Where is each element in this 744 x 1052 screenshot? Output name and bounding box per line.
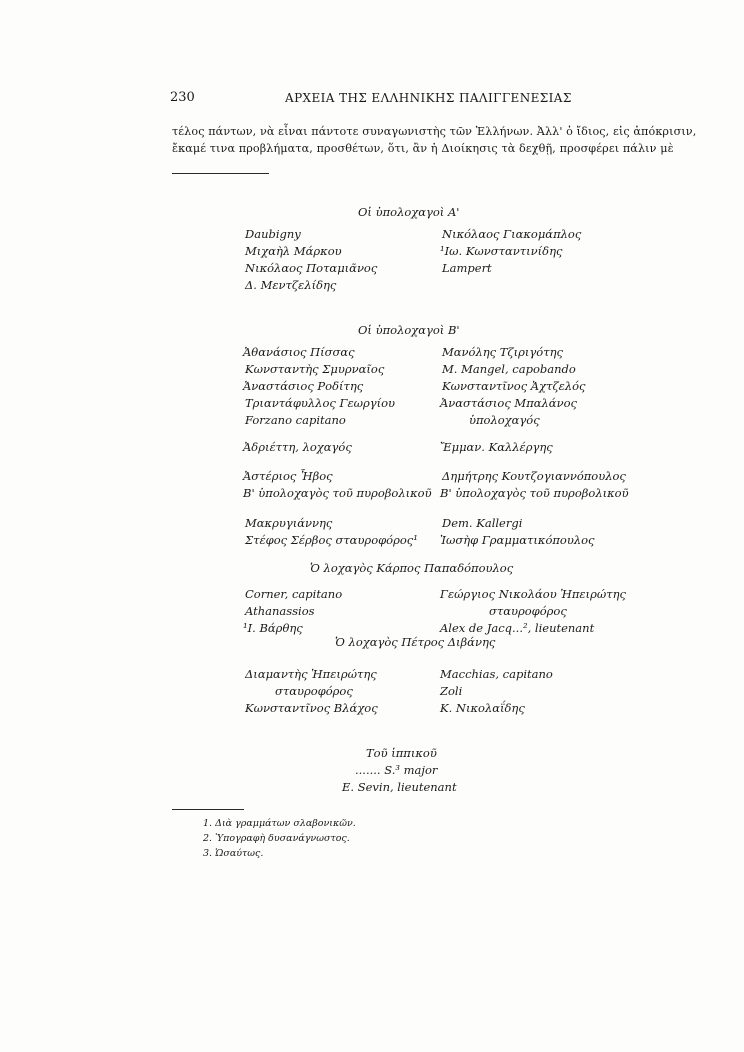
- footnote: 3. Ὡσαύτως.: [203, 848, 264, 859]
- list-item: Ἀθανάσιος Πίσσας: [243, 345, 355, 359]
- intro-line-2: ἔκαμέ τινα προβλήματα, προσθέτων, ὅτι, ἂν ἡ Διοίκησις τὰ δεχθῇ, προσφέρει πάλιν μὲ: [172, 142, 674, 155]
- footnote: 2. Ὑπογραφὴ δυσανάγνωστος.: [203, 833, 350, 844]
- list-item: Zoli: [440, 684, 463, 698]
- heading-cavalry: Τοῦ ἱππικοῦ: [366, 746, 437, 760]
- list-item: σταυροφόρος: [489, 604, 567, 618]
- list-item: Β' ὑπολοχαγὸς τοῦ πυροβολικοῦ: [243, 486, 432, 500]
- list-item: Ἀναστάσιος Μπαλάνος: [440, 396, 577, 410]
- heading-lieutenants-a: Οἱ ὑπολοχαγοὶ Α': [358, 205, 460, 219]
- heading-captain-karpos: Ὁ λοχαγὸς Κάρπος Παπαδόπουλος: [310, 561, 514, 575]
- section-rule: [172, 173, 269, 174]
- page-number: 230: [170, 90, 195, 105]
- list-item: Μακρυγιάννης: [245, 516, 333, 530]
- list-item: ὑπολοχαγός: [469, 413, 540, 427]
- list-item: Dem. Kallergi: [442, 516, 523, 530]
- footnote: 1. Διὰ γραμμάτων σλαβονικῶν.: [203, 818, 356, 829]
- list-item: σταυροφόρος: [275, 684, 353, 698]
- list-item: Alex de Jacq...², lieutenant: [440, 621, 595, 635]
- list-item: Γεώργιος Νικολάου Ἠπειρώτης: [440, 587, 626, 601]
- list-item: Μανόλης Τζιριγότης: [442, 345, 563, 359]
- list-item: Διαμαντὴς Ἠπειρώτης: [245, 667, 377, 681]
- list-item: Κωνσταντῖνος Ἀχτζελός: [442, 379, 586, 393]
- list-item: Ἀστέριος Ἦβος: [243, 469, 333, 483]
- intro-line-1: τέλος πάντων, νὰ εἶναι πάντοτε συναγωνιστὴς τῶν Ἑλλήνων. Ἀλλ' ὁ ἴδιος, εἰς ἀπόκρισιν,: [172, 125, 697, 138]
- list-item: M. Mangel, capobando: [442, 362, 576, 376]
- list-item: Κωνσταντῖνος Βλάχος: [245, 701, 378, 715]
- list-item: Μιχαὴλ Μάρκου: [245, 244, 342, 258]
- list-item: Daubigny: [245, 227, 301, 241]
- heading-captain-petros: Ὁ λοχαγὸς Πέτρος Διβάνης: [335, 635, 496, 649]
- running-title: ΑΡΧΕΙΑ ΤΗΣ ΕΛΛΗΝΙΚΗΣ ΠΑΛΙΓΓΕΝΕΣΙΑΣ: [285, 91, 572, 105]
- list-item: Τριαντάφυλλος Γεωργίου: [245, 396, 396, 410]
- heading-lieutenants-b: Οἱ ὑπολοχαγοὶ Β': [358, 323, 460, 337]
- list-item: ....... S.³ major: [355, 763, 438, 777]
- list-item: ¹Ιω. Κωνσταντινίδης: [440, 244, 563, 258]
- list-item: Στέφος Σέρβος σταυροφόρος¹: [245, 533, 418, 547]
- list-item: E. Sevin, lieutenant: [342, 780, 457, 794]
- list-item: ¹Ι. Βάρθης: [243, 621, 303, 635]
- list-item: Δ. Μεντζελίδης: [245, 278, 337, 292]
- list-item: Macchias, capitano: [440, 667, 553, 681]
- list-item: Β' ὑπολοχαγὸς τοῦ πυροβολικοῦ: [440, 486, 629, 500]
- list-item: Ἔμμαν. Καλλέργης: [440, 440, 553, 454]
- list-item: Ἰωσὴφ Γραμματικόπουλος: [440, 533, 595, 547]
- list-item: Forzano capitano: [245, 413, 346, 427]
- list-item: Νικόλαος Γιακομάπλος: [442, 227, 582, 241]
- list-item: Δημήτρης Κουτζογιαννόπουλος: [442, 469, 626, 483]
- list-item: Ἀδριέττη, λοχαγός: [243, 440, 352, 454]
- list-item: Lampert: [442, 261, 492, 275]
- list-item: Κωνσταντὴς Σμυρναῖος: [245, 362, 385, 376]
- list-item: Athanassios: [245, 604, 315, 618]
- footnote-rule: [172, 809, 244, 810]
- list-item: Νικόλαος Ποταμιᾶνος: [245, 261, 378, 275]
- list-item: Κ. Νικολαΐδης: [440, 701, 525, 715]
- list-item: Corner, capitano: [245, 587, 343, 601]
- list-item: Ἀναστάσιος Ροδίτης: [243, 379, 364, 393]
